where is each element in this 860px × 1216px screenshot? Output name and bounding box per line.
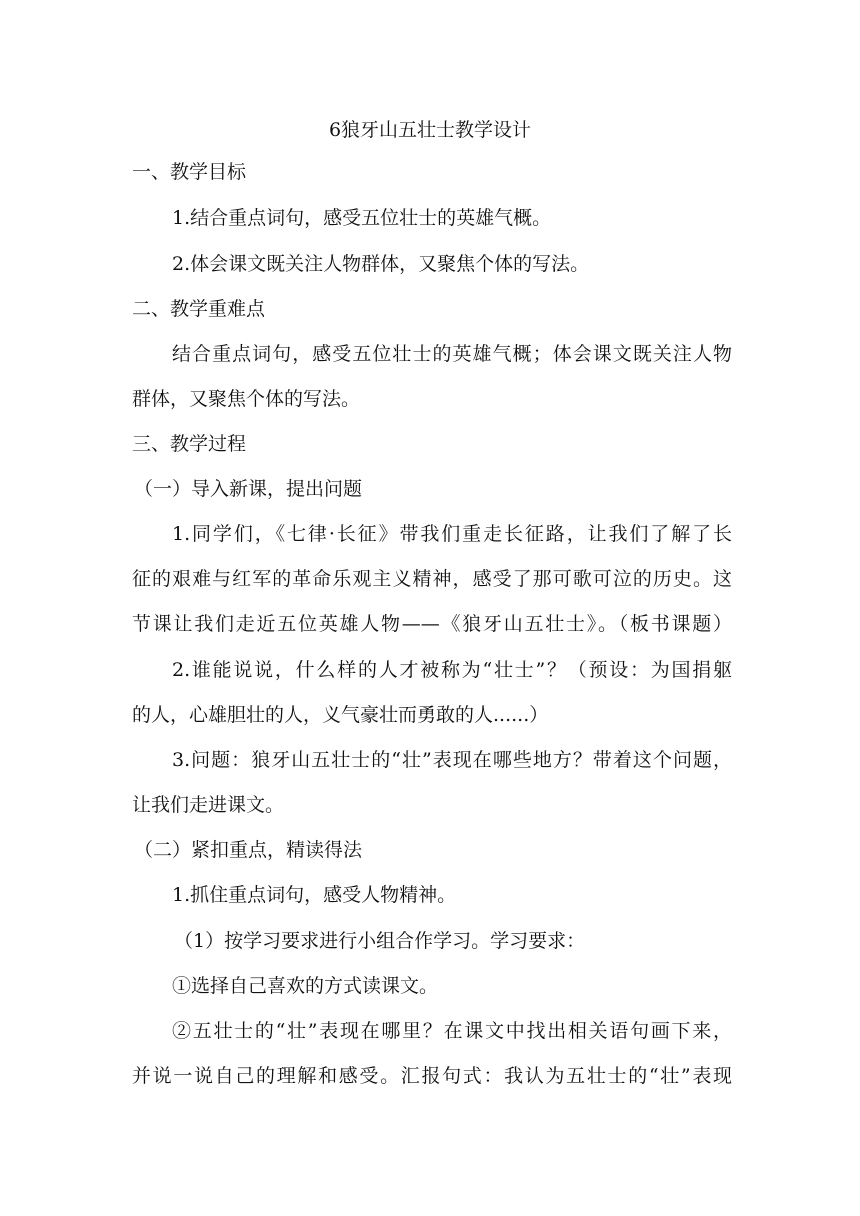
part2-item-2: （1）按学习要求进行小组合作学习。学习要求： bbox=[174, 930, 586, 952]
part1-heading: （一）导入新课，提出问题 bbox=[134, 478, 363, 500]
goal-item-1: 1.结合重点词句，感受五位壮士的英雄气概。 bbox=[172, 207, 552, 229]
part1-p1-line-1: 1.同学们，《七律·长征》带我们重走长征路，让我们了解了长 bbox=[172, 523, 732, 545]
section-heading-process: 三、教学过程 bbox=[132, 433, 247, 455]
document-title: 6狼牙山五壮士教学设计 bbox=[328, 119, 532, 141]
part1-p2-line-1: 2.谁能说说，什么样的人才被称为“壮士”？（预设：为国捐躯 bbox=[172, 659, 732, 681]
part2-req-1: ①选择自己喜欢的方式读课文。 bbox=[172, 975, 439, 997]
part1-p3-line-1: 3.问题：狼牙山五壮士的“壮”表现在哪些地方？带着这个问题， bbox=[172, 749, 732, 771]
key-points-line-1: 结合重点词句，感受五位壮士的英雄气概；体会课文既关注人物 bbox=[172, 343, 732, 365]
part2-req-2-line-2: 并说一说自己的理解和感受。汇报句式：我认为五壮士的“壮”表现 bbox=[132, 1065, 732, 1087]
part2-req-2-line-1: ②五壮士的“壮”表现在哪里？在课文中找出相关语句画下来， bbox=[172, 1020, 732, 1042]
part1-p1-line-2: 征的艰难与红军的革命乐观主义精神，感受了那可歌可泣的历史。这 bbox=[132, 568, 732, 590]
part1-p1-line-3: 节课让我们走近五位英雄人物——《狼牙山五壮士》。（板书课题） bbox=[132, 613, 732, 635]
section-heading-goals: 一、教学目标 bbox=[132, 161, 247, 183]
part2-heading: （二）紧扣重点，精读得法 bbox=[134, 839, 363, 861]
goal-item-2: 2.体会课文既关注人物群体，又聚焦个体的写法。 bbox=[172, 253, 590, 275]
key-points-line-2: 群体，又聚焦个体的写法。 bbox=[132, 388, 361, 410]
part2-item-1: 1.抓住重点词句，感受人物精神。 bbox=[172, 884, 457, 906]
section-heading-key-points: 二、教学重难点 bbox=[132, 298, 266, 320]
part1-p2-line-2: 的人，心雄胆壮的人，义气豪壮而勇敢的人......） bbox=[132, 704, 549, 726]
part1-p3-line-2: 让我们走进课文。 bbox=[132, 794, 285, 816]
